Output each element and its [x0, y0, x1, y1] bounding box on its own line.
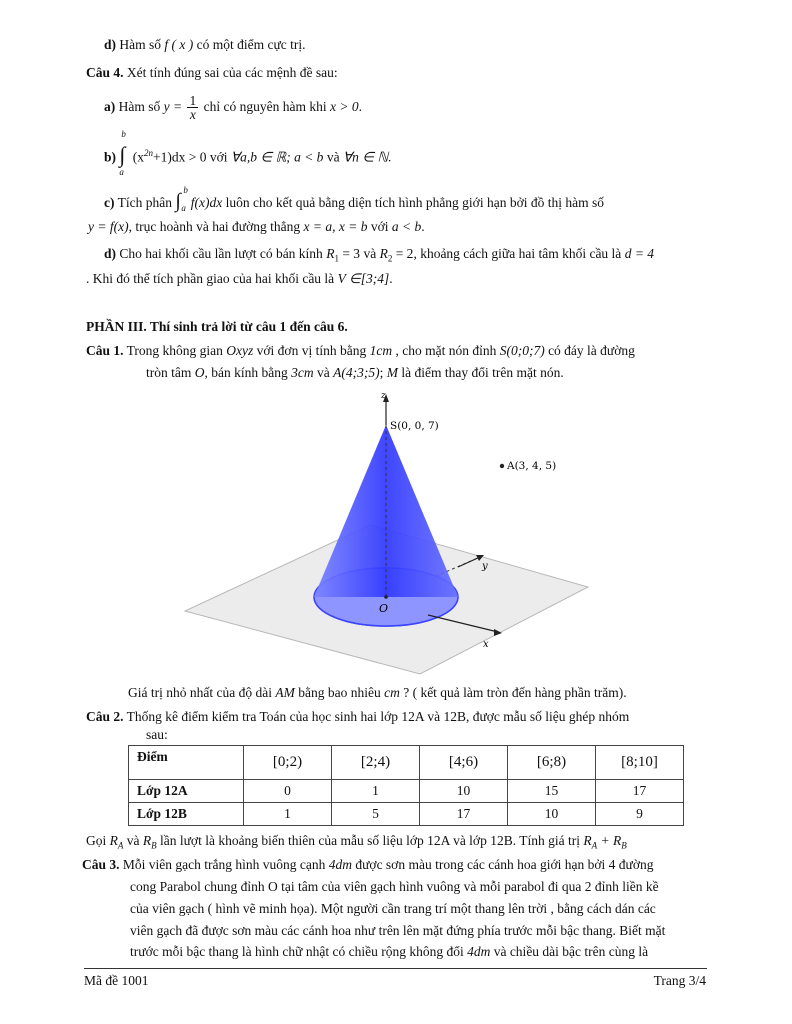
c2-line2: sau: [146, 727, 168, 742]
c3-line3: của viên gạch ( hình vẽ minh họa). Một người cần trang trí một thang lên trời , bằng cách dán các [130, 901, 656, 916]
q4-d-line1: d) Cho hai khối cầu lần lượt có bán kính $R_1 = 3$ và $R_2 = 2$, khoảng cách giữa hai tâm khối cầu là d = 4 [104, 246, 655, 264]
c2-line1: Câu 2. Thống kê điểm kiểm tra Toán của học sinh hai lớp 12A và 12B, được mẫu số liệu ghép nhóm [86, 709, 630, 724]
table-header-row: Điểm [0;2) [2;4) [4;6) [6;8) [8;10] [129, 746, 684, 780]
exam-code: Mã đề 1001 [84, 973, 149, 988]
c3-line4: viên gạch đã được sơn màu các cánh hoa như trên lên mặt đứng phía trước mỗi bậc thang. Biết mặt [130, 923, 666, 938]
a-label: A(3, 4, 5) [507, 460, 557, 472]
footer-divider [84, 968, 707, 969]
score-table [128, 745, 684, 826]
table-row: Lớp 12B 1 5 17 10 9 [129, 803, 684, 826]
c2-question: Gọi $R_A$ và $R_B$ lần lượt là khoảng biến thiên của mẫu số liệu lớp 12A và lớp 12B. Tính giá trị $R_A + R_B$ [86, 833, 627, 851]
origin-point [384, 595, 388, 599]
z-label: z [381, 391, 386, 401]
q3-d-line: d) Hàm số f ( x ) có một điểm cực trị. [104, 37, 306, 52]
q4-b: b) ∫ b a $(x^{2n}+1)dx > 0$ với ∀a,b ∈ ℝ; a < b và ∀n ∈ ℕ. [104, 128, 392, 177]
c3-line1: Câu 3. Mỗi viên gạch trắng hình vuông cạnh 4dm được sơn màu trong các cánh hoa giới hạn bởi 4 đường [82, 857, 654, 872]
x-label: x [483, 639, 489, 650]
page-number: Trang 3/4 [653, 973, 706, 988]
q4-d-line2: . Khi đó thể tích phần giao của hai khối cầu là V ∈[3;4]. [86, 271, 393, 286]
point-a [500, 464, 504, 468]
fraction-1-over-x: $\frac{1}{x}$ [189, 93, 197, 123]
q4-c-line2: y = f(x), trục hoành và hai đường thẳng x = a, x = b với a < b. [88, 219, 425, 234]
q4-c-line1: c) Tích phân ∫ b a f(x)dx luôn cho kết quả bằng diện tích hình phẳng giới hạn bởi đồ thị hàm số [104, 186, 604, 218]
part3-heading: PHẦN III. Thí sinh trả lời từ câu 1 đến câu 6. [86, 319, 348, 334]
c1-line1: Câu 1. Trong không gian Oxyz với đơn vị tính bằng 1cm , cho mặt nón đỉnh S(0;0;7) có đáy là đường [86, 343, 635, 358]
c3-line2: cong Parabol chung đỉnh O tại tâm của viên gạch hình vuông và mỗi parabol đi qua 2 đỉnh liền kề [130, 879, 659, 894]
o-label: O [379, 602, 389, 615]
q4-a: a) Hàm số y = $\frac{1}{x}$ chỉ có nguyên hàm khi x > 0. [104, 93, 362, 123]
s-label: S(0, 0, 7) [390, 420, 439, 432]
c1-line2: tròn tâm O, bán kính bằng 3cm và A(4;3;5); M là điểm thay đổi trên mặt nón. [146, 365, 564, 380]
table-row: Lớp 12A 0 1 10 15 17 [129, 780, 684, 803]
c1-question: Giá trị nhỏ nhất của độ dài AM bằng bao nhiêu cm ? ( kết quả làm tròn đến hàng phần trăm). [128, 685, 627, 700]
cone-figure [180, 385, 600, 680]
y-label: y [482, 561, 488, 572]
c3-line5: trước mỗi bậc thang là hình chữ nhật có chiều rộng không đổi 4dm và chiều dài bậc trên cùng là [130, 944, 649, 959]
q4-title: Câu 4. Xét tính đúng sai của các mệnh đề sau: [86, 65, 338, 80]
integral-sign: ∫ b a [175, 185, 188, 213]
integral-sign: ∫ b a [119, 128, 126, 177]
